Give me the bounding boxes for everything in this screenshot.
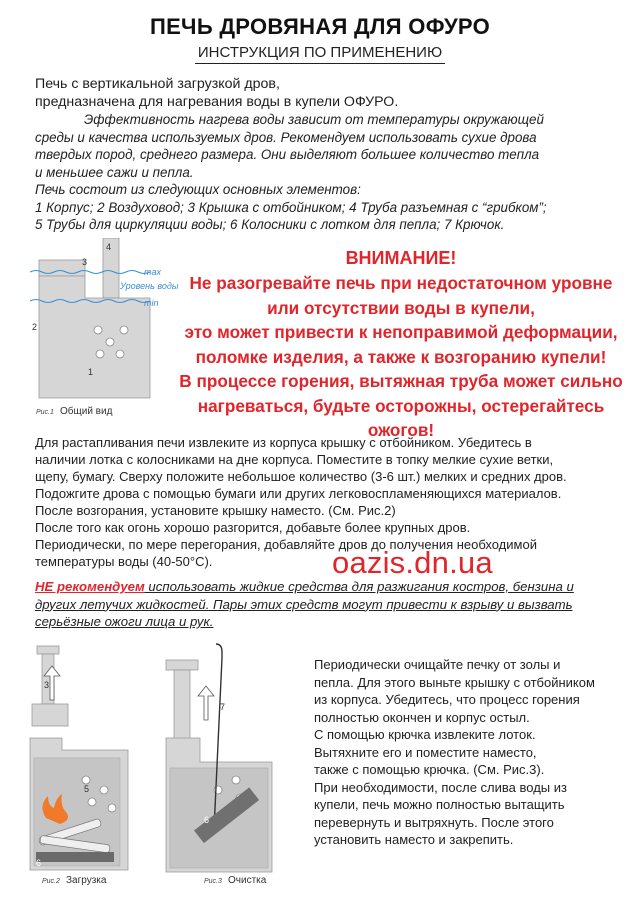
elements-list-2: 5 Трубы для циркуляции воды; 6 Колосники с лотком для пепла; 7 Крючок. [35, 217, 505, 232]
cleaning-line-4: полностью окончен и корпус остыл. [314, 709, 530, 725]
figure-1-general-view [30, 238, 180, 420]
fig2-prefix: Рис.2 [42, 878, 60, 885]
cleaning-line-3: из корпуса. Убедитесь, что процесс горения [314, 692, 580, 707]
cleaning-line-1: Периодически очищайте печку от золы и [314, 657, 561, 672]
cleaning-line-6: Вытяхните его и поместите наместо, [314, 744, 537, 760]
cleaning-line-7: также с помощью крючка. (См. Рис.3). [314, 762, 545, 777]
instruction-line-6: После того как огонь хорошо разгорится, добавьте более крупных дров. [35, 520, 471, 535]
fig2-caption: Загрузка [66, 875, 107, 886]
fig1-caption: Общий вид [60, 406, 113, 417]
warning-line-2: или отсутствии воды в купели, [267, 297, 535, 318]
intro-italic-4: и меньшее сажи и пепла. [35, 164, 194, 180]
figure-3-cleaning [160, 640, 300, 890]
caution-line-3: серьёзные ожоги лица и рук. [35, 614, 214, 629]
elements-heading: Печь состоит из следующих основных элементов: [35, 182, 361, 197]
intro-italic-1: Эффективность нагрева воды зависит от температуры окружающей [84, 112, 544, 127]
up-arrow-icon [198, 686, 214, 720]
cleaning-line-9: купели, печь можно полностью вытащить [314, 797, 565, 812]
label-1: 1 [88, 367, 94, 377]
cleaning-line-2: пепла. Для этого выньте крышку с отбойником [314, 674, 595, 690]
fig3-label-6: 6 [204, 815, 210, 825]
site-url[interactable]: oazis.dn.ua [332, 545, 493, 580]
max-label: max [144, 267, 162, 277]
caution-line-2: других летучих жидкостей. Пары этих средств могут привести к взрыву и вызвать [35, 596, 573, 612]
warning-line-5: В процессе горения, вытяжная труба может сильно [179, 371, 623, 391]
instruction-line-5: После возгорания, установите крышку наместо. (См. Рис.2) [35, 503, 396, 518]
fig3-label-7: 7 [220, 702, 226, 712]
intro-italic-2: среды и качества используемых дров. Рекомендуем использовать сухие дрова [35, 129, 537, 145]
water-level-label: Уровень воды [120, 281, 179, 291]
warning-line-1: Не разогревайте печь при недостаточном уровне [189, 273, 613, 293]
caution-red: НЕ рекомендуем [35, 579, 145, 594]
fig1-prefix: Рис.1 [36, 409, 54, 416]
instruction-line-4: Подожгите дрова с помощью бумаги или других легковоспламеняющихся материалов. [35, 486, 562, 501]
subtitle-underline [195, 63, 445, 64]
label-3: 3 [82, 257, 88, 267]
warning-line-6: нагреваться, будьте осторожны, остерегайтесь ожогов! [197, 395, 605, 441]
min-label: min [144, 298, 159, 308]
label-4: 4 [106, 242, 112, 252]
lid-removed [32, 704, 68, 726]
cleaning-line-8: При необходимости, после слива воды из [314, 779, 567, 795]
fig3-caption: Очистка [228, 875, 267, 886]
instruction-line-1: Для растапливания печи извлеките из корпуса крышку с отбойником. Убедитесь в [35, 435, 532, 450]
instruction-line-8: температуры воды (40-50°С). [35, 554, 213, 569]
intro-italic-3: твердых пород, среднего размера. Они выделяют большее количество тепла [35, 147, 540, 162]
label-2: 2 [32, 322, 38, 332]
stove-body [39, 276, 150, 398]
instruction-line-2: наличии лотка с колосниками на дне корпуса. Поместите в топку мелкие сухие ветки, [35, 452, 554, 467]
caution-rest-1: использовать жидкие средства для разжигания костров, бензина и [144, 579, 574, 594]
page-subtitle: ИНСТРУКЦИЯ ПО ПРИМЕНЕНИЮ [197, 44, 443, 61]
fig2-label-6: 6 [36, 858, 42, 868]
warning-line-3: это может привести к непоправимой деформации, [184, 322, 618, 342]
intro-line-1: Печь с вертикальной загрузкой дров, [35, 76, 280, 92]
instruction-line-7: Периодически, по мере перегорания, добавляйте дров до получения необходимой [35, 537, 537, 552]
caution-line-1 [35, 578, 574, 596]
fig3-prefix: Рис.3 [204, 878, 222, 885]
fig2-label-5: 5 [84, 784, 90, 794]
cleaning-line-5: С помощью крючка извлеките лоток. [314, 727, 536, 742]
warning-line-4: поломке изделия, а также к возгоранию купели! [195, 346, 607, 367]
figure-2-loading [24, 640, 144, 890]
elements-list-1: 1 Корпус; 2 Воздуховод; 3 Крышка с отбойником; 4 Труба разъемная с “грибком”; [35, 199, 547, 215]
fig2-label-3: 3 [44, 680, 50, 690]
intro-line-2: предназначена для нагревания воды в купели ОФУРО. [35, 94, 399, 110]
instruction-line-3: щепу, бумагу. Сверху положите небольшое количество (3-6 шт.) мелких и средних дров. [35, 469, 567, 484]
page-title: ПЕЧЬ ДРОВЯНАЯ ДЛЯ ОФУРО [149, 14, 491, 39]
cleaning-line-10: перевернуть и вытряхнуть. После этого [314, 814, 554, 830]
cleaning-line-11: установить наместо и закрепить. [314, 832, 514, 847]
warning-heading: ВНИМАНИЕ! [345, 248, 457, 268]
